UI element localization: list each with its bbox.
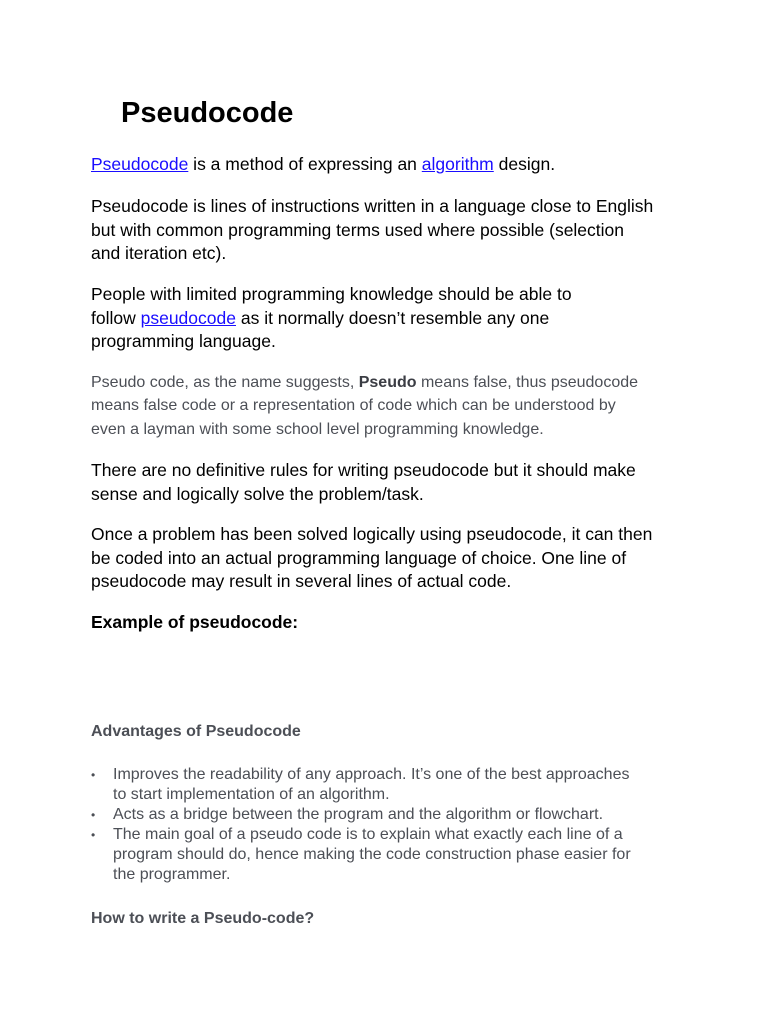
list-item: [91, 765, 691, 805]
pseudocode-link-2[interactable]: pseudocode: [140, 307, 236, 328]
coding-paragraph: [91, 523, 691, 594]
paragraph-line: programming language.: [91, 331, 276, 351]
intro-text-2: design.: [493, 154, 556, 174]
list-item: [91, 825, 691, 885]
list-item-line: Acts as a bridge between the program and the algorithm or flowchart.: [113, 806, 604, 823]
paragraph-line: pseudocode may result in several lines of actual code.: [91, 571, 512, 591]
example-heading: Example of pseudocode:: [91, 612, 299, 632]
intro-paragraph: [91, 153, 691, 177]
paragraph-line: Once a problem has been solved logically using pseudocode, it can then: [91, 524, 653, 544]
definition-paragraph: [91, 195, 691, 266]
rules-paragraph: [91, 459, 691, 506]
page-title: Pseudocode: [121, 97, 294, 129]
algorithm-link[interactable]: algorithm: [421, 154, 494, 174]
how-to-heading: How to write a Pseudo-code?: [91, 910, 315, 927]
paragraph-line: People with limited programming knowledge should be able to: [91, 284, 572, 304]
paragraph-text: Pseudo code, as the name suggests,: [91, 374, 359, 391]
paragraph-text: as it normally doesn’t resemble any one: [235, 307, 550, 328]
paragraph-line: means false code or a representation of code which can be understood by: [91, 397, 616, 415]
paragraph-line: but with common programming terms used where possible (selection: [91, 219, 625, 240]
paragraph-line: sense and logically solve the problem/task.: [91, 483, 424, 504]
paragraph-text: means false, thus pseudocode: [416, 374, 639, 391]
list-item-line: Improves the readability of any approach. It’s one of the best approaches: [113, 766, 630, 783]
list-item: [91, 805, 691, 825]
advantages-list: [91, 765, 691, 885]
list-item-line: to start implementation of an algorithm.: [113, 786, 390, 803]
bullet-icon: •: [91, 828, 96, 842]
advantages-heading: Advantages of Pseudocode: [91, 723, 301, 740]
audience-paragraph: [91, 283, 691, 354]
list-item-line: the programmer.: [113, 866, 231, 883]
intro-text-1: is a method of expressing an: [188, 154, 422, 174]
bullet-icon: •: [91, 808, 96, 822]
paragraph-line: be coded into an actual programming language of choice. One line of: [91, 547, 627, 568]
paragraph-line: Pseudocode is lines of instructions written in a language close to English: [91, 196, 654, 216]
bold-term: Pseudo: [358, 374, 417, 391]
list-item-line: program should do, hence making the code construction phase easier for: [113, 846, 631, 863]
paragraph-line: even a layman with some school level programming knowledge.: [91, 420, 544, 438]
pseudocode-link[interactable]: Pseudocode: [91, 154, 189, 174]
bullet-icon: •: [91, 768, 96, 782]
meaning-paragraph: [91, 371, 691, 441]
paragraph-line: There are no definitive rules for writing pseudocode but it should make: [91, 460, 636, 480]
list-item-line: The main goal of a pseudo code is to explain what exactly each line of a: [113, 826, 623, 843]
paragraph-line: and iteration etc).: [91, 243, 227, 263]
paragraph-text: follow: [91, 307, 141, 328]
